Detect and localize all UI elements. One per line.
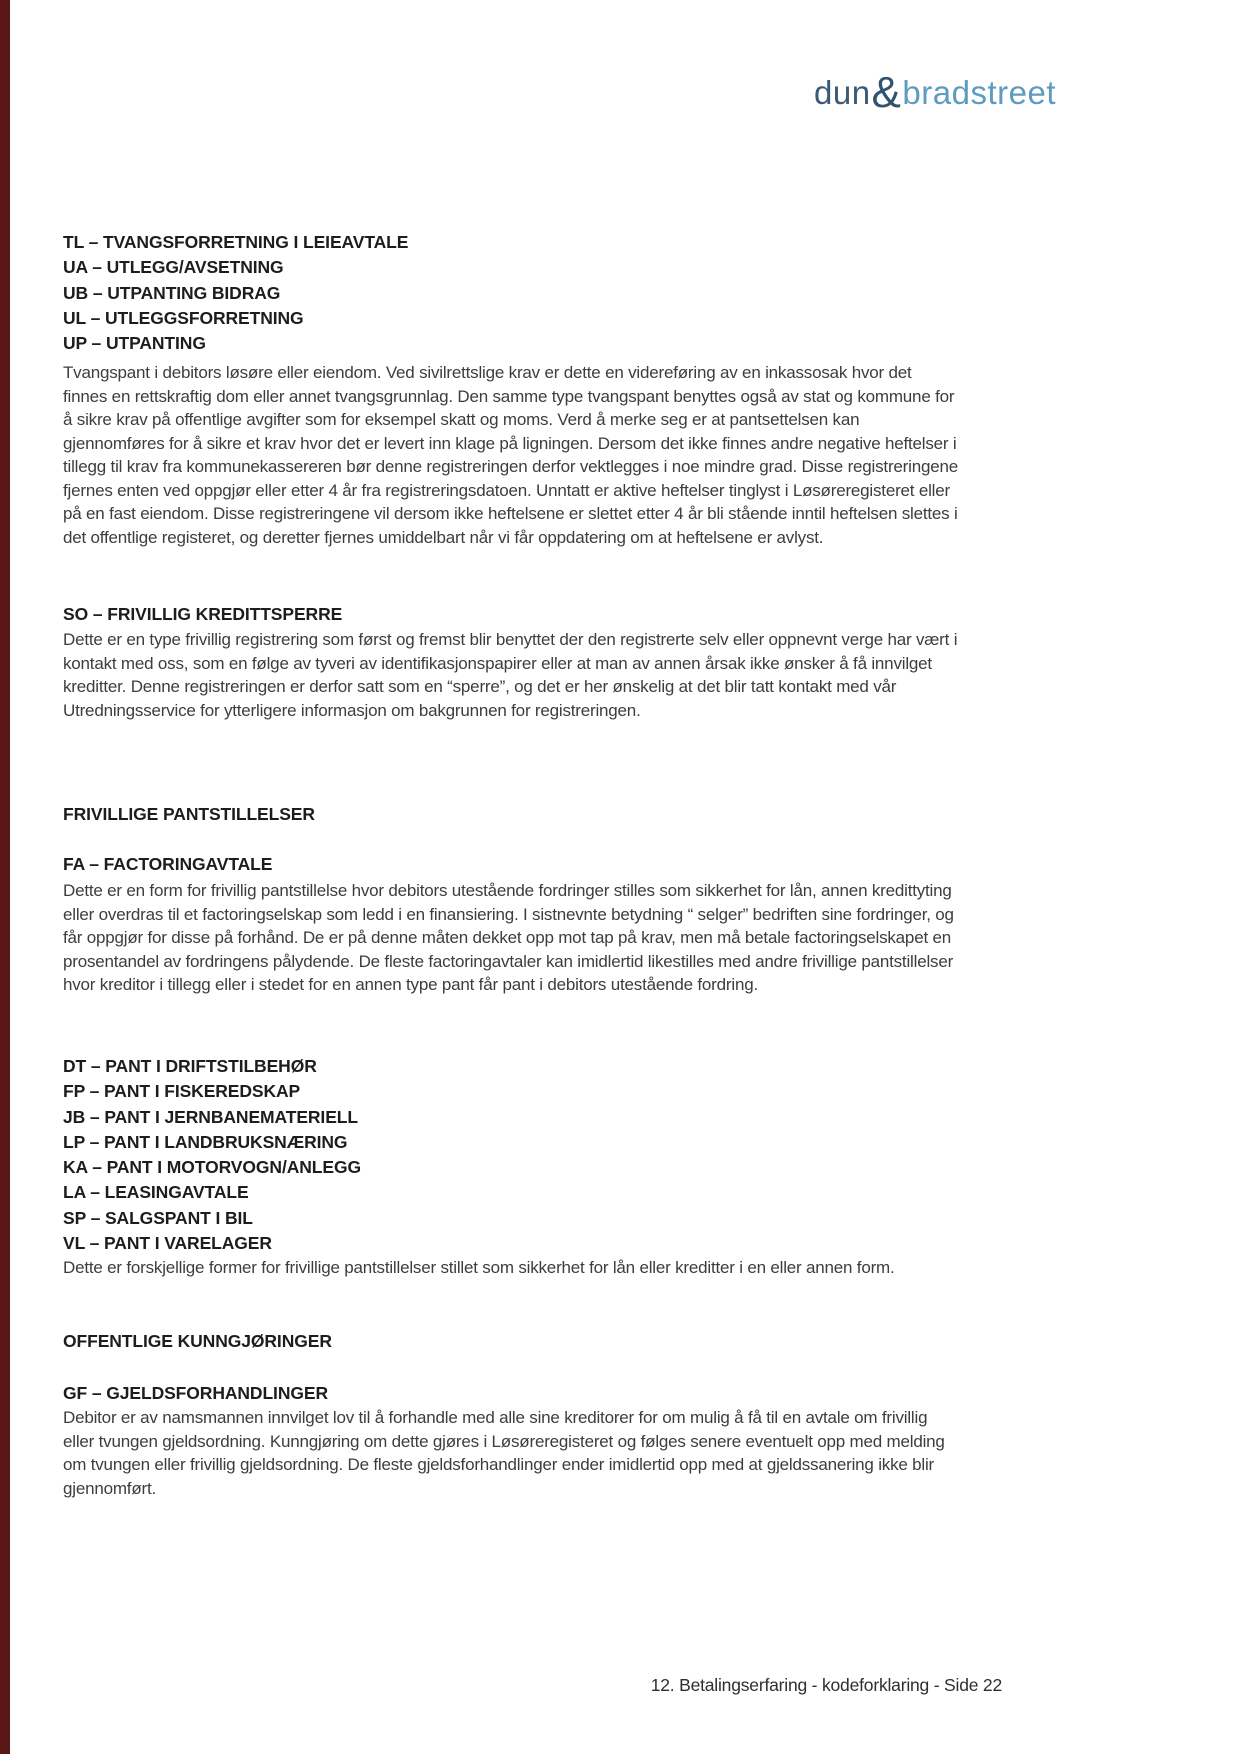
code-heading-dt: DT – PANT I DRIFTSTILBEHØR xyxy=(63,1056,317,1076)
logo-ampersand-icon: & xyxy=(871,68,902,117)
section-title-frivillige-pantstillelser: FRIVILLIGE PANTSTILLELSER xyxy=(63,804,315,824)
paragraph-factoring: Dette er en form for frivillig pantstillelse hvor debitors utestående fordringer stilles som sikkerhet for lån, annen kredittyting eller overdras til et factoringselskap som ledd i en finansiering. I sistnevnte betydning “ selger” bedriften sine fordringer, og får oppgjør for disse på forhånd. De er på denne måten dekket opp mot tap på krav, men må betale factoringselskapet en prosentandel av fordringens pålydende. De fleste factoringavtaler kan imidlertid likestilles med andre frivillige pantstillelser hvor kreditor i tillegg eller i stedet for en annen type pant får pant i debitors utestående fordring. xyxy=(63,881,954,994)
code-heading-sp: SP – SALGSPANT I BIL xyxy=(63,1207,253,1228)
code-heading-la: LA – LEASINGAVTALE xyxy=(63,1182,249,1203)
logo-text-dun: dun xyxy=(813,74,871,111)
code-heading-lp: LP – PANT I LANDBRUKSNÆRING xyxy=(63,1131,348,1152)
paragraph-kredittsperre: Dette er en type frivillig registrering som først og fremst blir benyttet der den registrerte selv eller oppnevnt verge har vært i kontakt med oss, som en følge av tyveri av identifikasjonspapirer eller at man av annen årsak ikke ønsker å få innvilget kreditter. Denne registreringen er derfor satt som en “sperre”, og det er her ønskelig at det blir tatt kontakt med vår Utredningsservice for ytterligere informasjon om bakgrunnen for registreringen. xyxy=(63,630,958,720)
dun-and-bradstreet-logo xyxy=(813,68,1056,117)
code-heading-ul: UL – UTLEGGSFORRETNING xyxy=(63,307,304,328)
code-heading-ka: KA – PANT I MOTORVOGN/ANLEGG xyxy=(63,1157,361,1178)
page-footer: 12. Betalingserfaring - kodeforklaring - Side 22 xyxy=(650,1675,1002,1695)
code-heading-jb: JB – PANT I JERNBANEMATERIELL xyxy=(63,1106,358,1127)
section-title-offentlige-kunngjoringer: OFFENTLIGE KUNNGJØRINGER xyxy=(63,1331,332,1351)
page-edge-strip xyxy=(0,0,10,1754)
code-heading-fp: FP – PANT I FISKEREDSKAP xyxy=(63,1081,301,1102)
code-heading-up: UP – UTPANTING xyxy=(63,333,206,354)
code-heading-ub: UB – UTPANTING BIDRAG xyxy=(63,282,281,303)
code-list-tvangspant xyxy=(63,230,960,356)
code-list-pant xyxy=(63,1054,960,1256)
logo-text-bradstreet: bradstreet xyxy=(902,74,1056,111)
code-heading-fa: FA – FACTORINGAVTALE xyxy=(63,854,273,874)
code-heading-ua: UA – UTLEGG/AVSETNING xyxy=(63,257,284,278)
paragraph-gjeldsforhandlinger: Debitor er av namsmannen innvilget lov til å forhandle med alle sine kreditorer for om mulig å få til en avtale om frivillig eller tvungen gjeldsordning. Kunngjøring om dette gjøres i Løsøreregisteret og følges senere eventuelt opp med melding om tvungen eller frivillig gjeldsordning. De fleste gjeldsforhandlinger ender imidlertid opp med at gjeldssanering ikke blir gjennomført. xyxy=(63,1408,945,1498)
code-heading-gf: GF – GJELDSFORHANDLINGER xyxy=(63,1383,328,1403)
code-heading-vl: VL – PANT I VARELAGER xyxy=(63,1233,272,1254)
paragraph-pant: Dette er forskjellige former for frivillige pantstillelser stillet som sikkerhet for lån eller kreditter i en eller annen form. xyxy=(63,1258,895,1277)
code-heading-so: SO – FRIVILLIG KREDITTSPERRE xyxy=(63,604,343,624)
code-heading-tl: TL – TVANGSFORRETNING I LEIEAVTALE xyxy=(63,232,409,252)
paragraph-tvangspant: Tvangspant i debitors løsøre eller eiendom. Ved sivilrettslige krav er dette en videreføring av en inkassosak hvor det finnes en rettskraftig dom eller annet tvangsgrunnlag. Den samme type tvangspant benyttes også av stat og kommune for å sikre krav på offentlige avgifter som for eksempel skatt og moms. Verd å merke seg er at pantsettelsen kan gjennomføres for å sikre et krav hvor det er levert inn klage på ligningen. Dersom det ikke finnes andre negative heftelser i tillegg til krav fra kommunekassereren bør denne registreringen derfor vektlegges i noe mindre grad. Disse registreringene fjernes enten ved oppgjør eller etter 4 år fra registreringsdatoen. Unntatt er aktive heftelser tinglyst i Løsøreregisteret eller på en fast eiendom. Disse registreringene vil dersom ikke heftelsene er slettet etter 4 år bli stående inntil heftelsen slettes i det offentlige registeret, og deretter fjernes umiddelbart når vi får oppdatering om at heftelsene er avlyst. xyxy=(63,363,958,547)
